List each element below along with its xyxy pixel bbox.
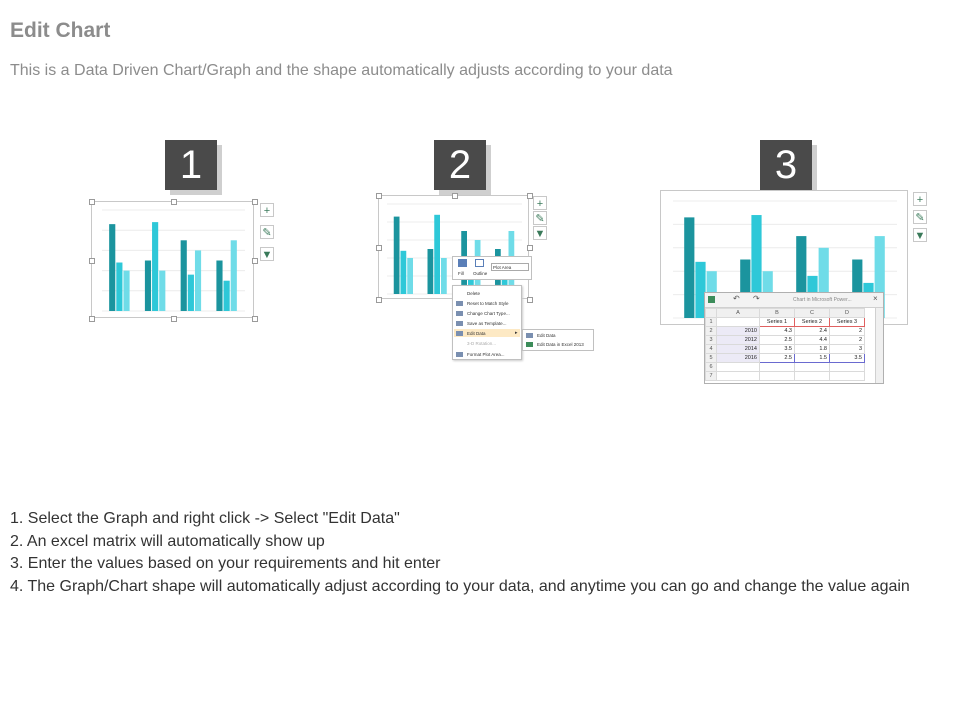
submenu-edit-data-excel[interactable]: Edit Data in Excel 2013 [537,342,584,347]
excel-close-icon[interactable]: × [873,294,878,303]
bar-chart1-2016-s3[interactable] [231,240,237,311]
row-header[interactable]: 1 [706,318,717,327]
brush-icon: ✎ [535,213,545,225]
template-icon [456,321,463,326]
chart-styles-button-1[interactable] [260,225,274,239]
excel-titlebar [705,293,883,308]
corner-cell [706,309,717,318]
cell[interactable]: Series 1 [760,318,795,327]
chart-styles-button-2[interactable] [533,211,547,225]
bar-chart2-2012-s1[interactable] [428,249,434,294]
cell[interactable]: 3.5 [760,345,795,354]
row-header[interactable]: 2 [706,327,717,336]
cell[interactable]: 3 [830,345,865,354]
chart-elements-button-1[interactable]: + [260,203,274,217]
resize-handle[interactable] [527,245,533,251]
submenu-edit-data[interactable]: Edit Data [537,333,556,338]
format-icon [456,352,463,357]
step-badge-1: 1 [165,140,217,190]
instructions [10,508,945,598]
menu-3d-rotation: 3-D Rotation... [467,341,497,346]
instruction-2: 2. An excel matrix will automatically show up [10,532,325,550]
chart-filters-button-1[interactable] [260,247,274,261]
cell[interactable] [717,318,760,327]
excel-redo-icon[interactable]: ↷ [753,294,760,303]
cell[interactable]: 2.4 [795,327,830,336]
cell[interactable] [795,372,830,381]
chart-filters-button-3[interactable] [913,228,927,242]
mini-format-toolbar[interactable] [452,256,532,280]
bar-chart1-2012-s1[interactable] [145,261,151,312]
resize-handle[interactable] [89,258,95,264]
excel-data-window [704,292,884,384]
edit-data-submenu [522,329,594,351]
cell[interactable]: 2 [830,327,865,336]
excel-grid-icon [708,296,715,303]
bar-chart1-2016-s1[interactable] [216,261,222,312]
cell[interactable]: 1.5 [795,354,830,363]
cell[interactable] [795,363,830,372]
cell[interactable] [760,363,795,372]
row-header[interactable]: 3 [706,336,717,345]
resize-handle[interactable] [89,316,95,322]
col-header[interactable]: B [760,309,795,318]
bar-chart1-2010-s1[interactable] [109,224,115,311]
bar-chart2-2012-s3[interactable] [441,258,447,294]
cell[interactable] [717,363,760,372]
page-title: Edit Chart [10,19,111,42]
page-subtitle: This is a Data Driven Chart/Graph and the shape automatically adjusts according to your data [10,62,673,79]
cell[interactable]: 2016 [717,354,760,363]
chart-elements-button-2[interactable]: + [533,196,547,210]
cell[interactable]: 4.3 [760,327,795,336]
row-header[interactable]: 7 [706,372,717,381]
resize-handle[interactable] [376,245,382,251]
context-menu [452,285,522,360]
cell[interactable] [717,372,760,381]
resize-handle[interactable] [252,316,258,322]
bar-chart1-2010-s3[interactable] [123,271,129,311]
col-header[interactable]: C [795,309,830,318]
edit-data-icon [526,333,533,338]
col-header[interactable]: A [717,309,760,318]
menu-delete[interactable]: Delete [467,291,481,296]
resize-handle[interactable] [527,297,533,303]
resize-handle[interactable] [252,258,258,264]
resize-handle[interactable] [171,199,177,205]
bar-chart3-2010-s1[interactable] [684,217,694,318]
excel-scrollbar[interactable] [875,308,883,384]
menu-save-template[interactable]: Save as Template... [467,321,507,326]
step-badge-3: 3 [760,140,812,190]
resize-handle[interactable] [376,297,382,303]
bar-chart1-2014-s1[interactable] [181,240,187,311]
bar-chart2-2012-s2[interactable] [434,215,440,294]
menu-edit-data-highlight [454,329,520,337]
resize-handle[interactable] [452,193,458,199]
fill-icon[interactable] [458,259,467,267]
bar-chart1-2014-s2[interactable] [188,275,194,311]
excel-title: Chart in Microsoft Power... [793,297,852,303]
chart-filters-button-2[interactable] [533,226,547,240]
cell[interactable] [830,363,865,372]
excel-undo-icon[interactable]: ↶ [733,294,740,303]
filter-icon: ▼ [534,228,546,240]
cell[interactable]: 2010 [717,327,760,336]
resize-handle[interactable] [376,193,382,199]
cell[interactable]: Series 2 [795,318,830,327]
row-header[interactable]: 5 [706,354,717,363]
col-header[interactable]: D [830,309,865,318]
instruction-3: 3. Enter the values based on your requirements and hit enter [10,555,441,572]
menu-format-plot-area[interactable]: Format Plot Area... [467,352,505,357]
cell[interactable]: 1.8 [795,345,830,354]
bar-chart1-2016-s2[interactable] [224,281,230,311]
row-header[interactable]: 6 [706,363,717,372]
brush-icon: ✎ [262,227,272,239]
chart-1-frame[interactable] [91,201,254,318]
cell[interactable]: 2 [830,336,865,345]
element-dropdown[interactable]: Plot Area [491,263,529,271]
resize-handle[interactable] [252,199,258,205]
menu-edit-data[interactable]: Edit Data [467,331,486,336]
bar-chart2-2010-s2[interactable] [401,251,407,294]
cell[interactable]: 3.5 [830,354,865,363]
brush-icon: ✎ [915,212,925,224]
outline-icon[interactable] [475,259,484,267]
bar-chart1-2014-s3[interactable] [195,250,201,311]
bar-chart2-2010-s3[interactable] [407,258,413,294]
resize-handle[interactable] [89,199,95,205]
edit-data-icon [456,331,463,336]
instruction-4: 4. The Graph/Chart shape will automatically adjust according to your data, and anytime you can go and change the value again [10,577,910,595]
cell[interactable]: 2.5 [760,354,795,363]
chart-2-frame[interactable] [378,195,529,299]
bar-chart1-2012-s3[interactable] [159,271,165,311]
bar-chart1-2010-s2[interactable] [116,263,122,311]
resize-handle[interactable] [171,316,177,322]
step-badge-2: 2 [434,140,486,190]
chart-type-icon [456,311,463,316]
cell[interactable] [830,372,865,381]
outline-label: Outline [473,271,488,276]
menu-change-chart-type[interactable]: Change Chart Type... [467,311,510,316]
row-header[interactable]: 4 [706,345,717,354]
reset-icon [456,301,463,306]
cell[interactable]: 2012 [717,336,760,345]
cell[interactable]: 2.5 [760,336,795,345]
excel-icon [526,342,533,347]
cell[interactable]: 4.4 [795,336,830,345]
menu-reset-style[interactable]: Reset to Match Style [467,301,509,306]
chart-1-svg[interactable] [92,202,255,319]
chart-styles-button-3[interactable] [913,210,927,224]
submenu-arrow-icon: ▸ [515,330,518,336]
instruction-1: 1. Select the Graph and right click -> Select "Edit Data" [10,510,400,527]
cell[interactable] [760,372,795,381]
fill-label: Fill [458,271,464,276]
bar-chart1-2012-s2[interactable] [152,222,158,311]
chart-elements-button-3[interactable]: + [913,192,927,206]
cell[interactable]: 2014 [717,345,760,354]
filter-icon: ▼ [914,230,926,242]
filter-icon: ▼ [261,249,273,261]
excel-grid[interactable] [705,308,865,381]
bar-chart2-2010-s1[interactable] [394,217,400,294]
cell[interactable]: Series 3 [830,318,865,327]
